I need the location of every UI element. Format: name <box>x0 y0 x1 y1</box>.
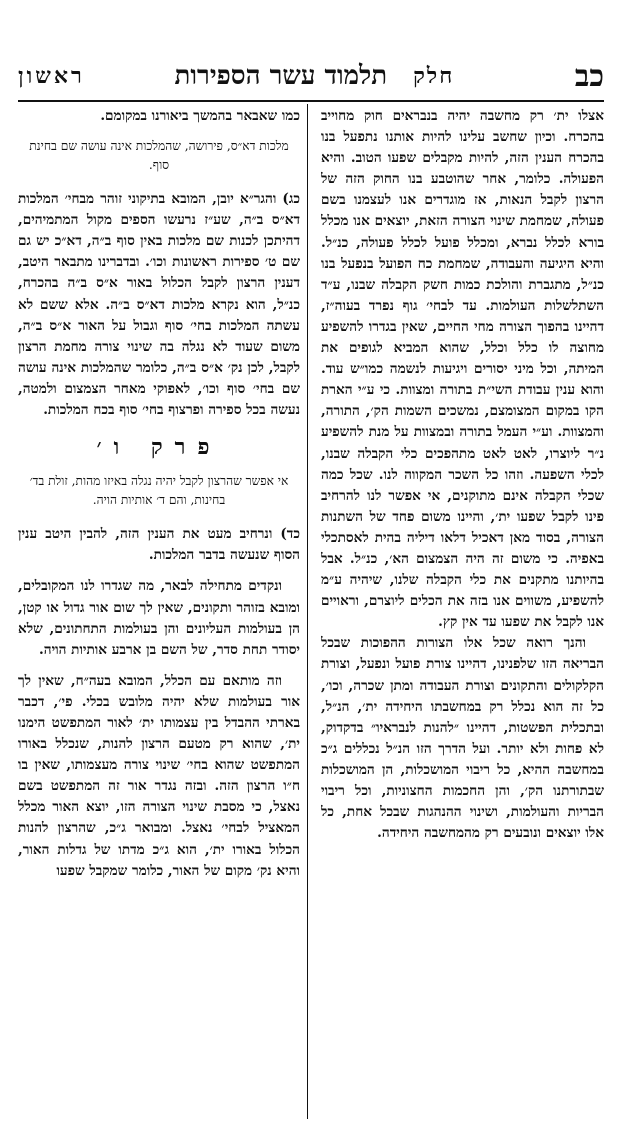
page-header <box>18 56 604 96</box>
left-lead-line: כמו שאבאר בהמשך ביאורנו במקומם. <box>100 108 300 124</box>
header-rule <box>18 100 604 102</box>
paragraph-23: כג) והגר״א יובן, המובא בתיקוני זוהר מבחי׳ המלכות דא״ס ב״ה, שע״ז נרעשו הספים מקול המתמיהים, דהיתכן לכנות שם מלכות באין סוף ב״ה, דא״כ יש גם שם ט׳ ספירות ראשונות וכו׳. ובדברינו מתבאר היטב, דענין הרצון לקבל הכלול באור א״ס ב״ה בהכרח, כנ״ל, הוא נקרא מלכות דא״ס ב״ה. אלא ששם לא עשתה המלכות בחי׳ סוף וגבול על האור א״ס ב״ה, משום שעוד לא נגלה בה שינוי צורה מחמת הרצון לקבל, לכן נק׳ א״ס ב״ה, כלומר שהמלכות אינה עושה שם בחי׳ סוף וכו׳, לאפוקי מאחר הצמצום ולמטה, נעשה בכל ספירה ופרצוף בחי׳ סוף בכח המלכות. <box>18 191 300 419</box>
paragraph-rule: וזה מותאם עם הכלל, המובא בעה״ח, שאין לך אור בעולמות שלא יהיה מלובש בכלי. פי׳, דכבר בארתי ההבדל בין עצמותו ית׳ לאור המתפשט הימנו ית׳, שהוא רק מטעם הרצון להנות, שנכלל באורו המתפשט שהוא בחי׳ שינוי צורה מעצמותו, שאין בו ח״ו הרצון הזה. ובזה נגדר אור זה המתפשט בשם נאצל, כי מסבת שינוי הצורה הזו, יוצא האור מכלל המאציל לבחי׳ נאצל. ומבואר ג״כ, שהרצון להנות הכלול באורו ית׳, הוא ג״כ מדתו של גדלות האור, והיא נק׳ מקום של האור, כלומר שמקבל שפעו <box>18 672 300 879</box>
right-paragraph: אצלו ית׳ רק מחשבה יהיה בנבראים חוק מחוייב בהכרח. וכיון שחשב עלינו להיות אותנו נתפעל בנו בהכרח הענין הזה, להיות מקבלים שפעו הטוב. והיא הפעולה. כלומר, אחר שהוטבע בנו החוק הזה של הרצון לקבל הנאות, אז מוגדרים אנו לעצמנו בשם פעולה, שמחמת שינוי הצורה הזאת, יוצאים אנו מכלל בורא לכלל נברא, ומכלל פועל לכלל פעולה, כנ״ל. והיא היגיעה והעבודה, שמחמת כח הפועל בנפעל בנו כנ״ל, מתגברת והולכת כמות חשק הקבלה שבנו, ע״ד השתלשלות העולמות. עד לבחי׳ גוף נפרד בעוה״ז, דהיינו בהפוך הצורה מחי החיים, שאין בגדרו להשפיע מחוצה לו כלל וכלל, שהוא המביא לגופים את המיתה, וכל מיני יסורים ויגיעות לנשמה כמו״ש עוד. והוא ענין עבודת השי״ת בתורה ומצוות. כי ע״י הארת הקו במקום המצומצם, נמשכים השמות הק׳, התורה, והמצוות. וע״י העמל בתורה ובמצוות על מנת להשפיע נ״ר ליוצרו, לאט לאט מתהפכים כלי הקבלה שבנו, לכלי השפעה. וזהו כל השכר המקווה לנו. שכל כמה שכלי הקבלה אינם מתוקנים, אי אפשר לנו להרחיב פינו לקבל שפעו ית׳, והיינו משום פחד של השתנות הצורה, בסוד מאן דאכיל דלאו דיליה בהית לאסתכלי באפיה. כי משום זה היה הצמצום הא׳, כנ״ל. אבל בהיותנו מתקנים את כלי הקבלה שלנו, שיהיה ע״מ להשפיע, משווים אנו בזה את הכלים ליוצרם, וראויים אנו לקבל את שפעו עד אין קץ. <box>321 108 604 631</box>
left-column <box>18 106 300 1116</box>
book-title: תלמוד עשר הספירות <box>174 61 388 91</box>
header-center <box>175 61 455 91</box>
page-number: כב <box>574 58 604 94</box>
section-subheading: מלכות דא״ס, פירושה, שהמלכות אינה עושה שם בחינת סוף. <box>29 139 289 173</box>
column-divider <box>307 104 308 1119</box>
chapter-subtitle: אי אפשר שהרצון לקבל יהיה נגלה באיזו מהות, זולת בד׳ בחינות, והם ד׳ אותיות הויה. <box>29 474 289 508</box>
paragraph-intro: ונקדים מתחילה לבאר, מה שגדרו לנו המקובלים, ומובא בזוהר ותקונים, שאין לך שום אור גדול או קטן, הן בעולמות העליונים והן בעולמות התחתונים, שלא יסודר תחת סדר, של השם בן ארבע אותיות הויה. <box>18 578 300 658</box>
part-name: ראשון <box>18 63 85 89</box>
right-paragraph-2: והנך רואה שכל אלו הצורות ההפוכות שבכל הבריאה הזו שלפנינו, דהיינו צורת פועל ונפעל, וצורת הקלקולים והתקונים וצורת העבודה ומתן שכרה, וכו׳, כל זה הוא נכלל רק במחשבתו היחידה ית׳, הנ״ל, ובתכלית הפשטות, דהיינו ״להנות לנבראיו״ בדקדוק, לא פחות ולא יותר. ועל הדרך הזו הנ״ל נכללים ג״כ במחשבה ההיא, כל ריבוי המושכלות, הן המושכלות שבתורתנו הק׳, והן החכמות החצוניות, וכל ריבוי הבריות והעולמות, ושינוי ההנהגות שבכל אחת, כל אלו יוצאים ונובעים רק מהמחשבה היחידה. <box>321 635 604 842</box>
right-column <box>321 106 604 1116</box>
chapter-title: פרק ו׳ <box>96 434 222 461</box>
paragraph-24: כד) ונרחיב מעט את הענין הזה, להבין היטב ענין הסוף שנעשה בדבר המלכות. <box>18 526 300 564</box>
part-label: חלק <box>413 63 455 89</box>
